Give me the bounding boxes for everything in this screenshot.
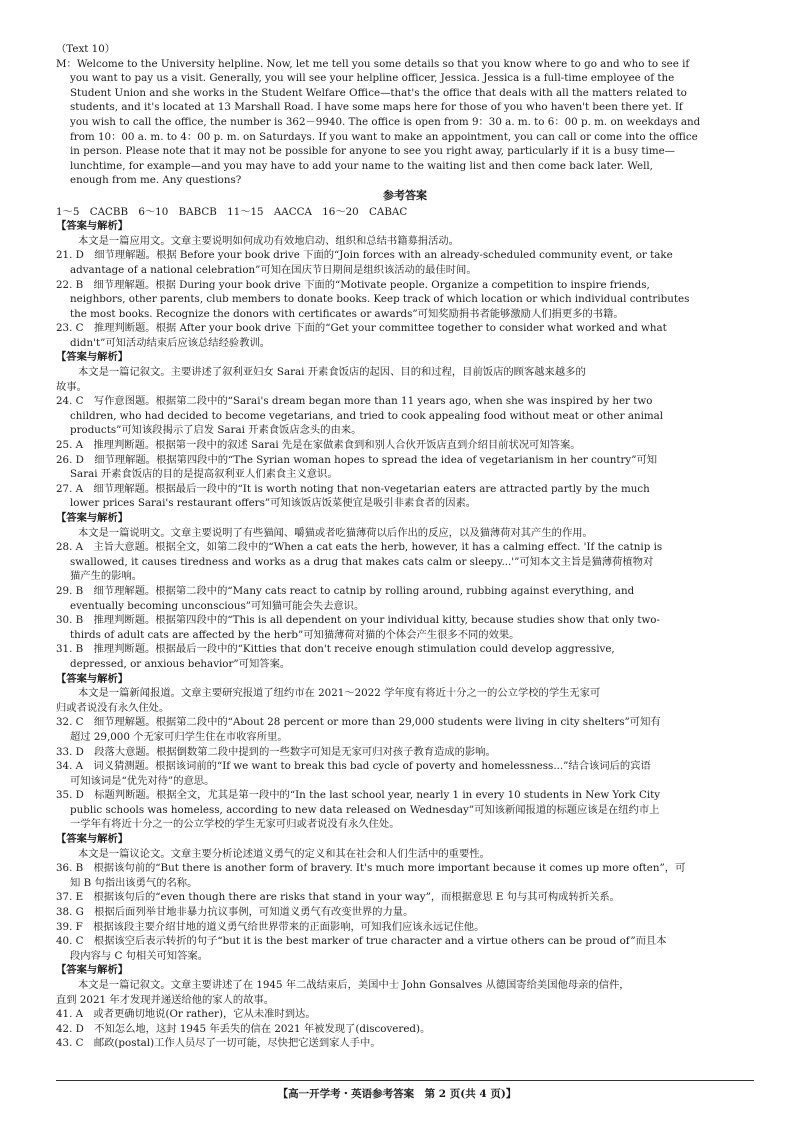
answer-item-line: 30. B 推理判断题。根据第四段中的“This is all dependent on your individual kitty, because studies show that only two- bbox=[56, 614, 660, 627]
section-heading: 【答案与解析】 bbox=[56, 512, 129, 524]
section-intro-line: 本文是一篇议论文。文章主要分析论述道义勇气的定义和其在社会和人们生活中的重要性。 bbox=[78, 847, 490, 860]
answer-item-line: 21. D 细节理解题。根据 Before your book drive 下面的“Join forces with an already-scheduled community event, or take bbox=[56, 249, 673, 262]
answer-item-line: 23. C 推理判断题。根据 After your book drive 下面的“Get your committee together to consider what worked and what bbox=[56, 322, 667, 335]
answer-item bbox=[56, 642, 754, 671]
document-body bbox=[56, 42, 754, 1051]
section-heading: 【答案与解析】 bbox=[56, 833, 129, 846]
answer-item-line: swallowed, it causes tiredness and works as a drug that makes cats calm or sleepy...'”可知本文主旨是猫薄荷植物对 bbox=[70, 555, 654, 568]
answer-item-line: 24. C 写作意图题。根据第二段中的“Sarai's dream began more than 11 years ago, when she was inspired by her two bbox=[56, 395, 653, 408]
answer-item-line: 31. B 推理判断题。根据最后一段中的“Kitties that don't receive enough stimulation could develop aggressive, bbox=[56, 643, 615, 656]
transcript-line: students, and it's located at 13 Marshall Road. I have some maps here for those of you who haven't been there yet. If bbox=[70, 101, 683, 114]
answer-item-line: 42. D 不知怎么地，这封 1945 年丢失的信在 2021 年被发现了(discovered)。 bbox=[56, 1022, 431, 1035]
transcript bbox=[56, 57, 754, 188]
transcript-line: M：Welcome to the University helpline. Now, let me tell you some details so that you know where to go and who to see if bbox=[56, 57, 690, 70]
answer-item bbox=[56, 482, 754, 511]
answer-item bbox=[56, 278, 754, 322]
transcript-line: lunchtime, for example—and you may have to add your name to the waiting list and then come back later. Well, bbox=[70, 159, 653, 172]
answer-item bbox=[56, 1036, 754, 1051]
answer-item-line: children, who had decided to become vegetarians, and tried to cook appealing food without meat or other animal bbox=[70, 409, 664, 422]
transcript-line: enough from me. Any questions? bbox=[70, 174, 242, 187]
answer-sections bbox=[56, 219, 754, 1051]
answer-section bbox=[56, 219, 754, 350]
answer-key: 1～5 CACBB 6～10 BABCB 11～15 AACCA 16～20 CABAC bbox=[56, 205, 408, 218]
section-intro-line: 本文是一篇说明文。文章主要说明了有些猫闻、嚼猫或者吃猫薄荷以后作出的反应，以及猫薄荷对其产生的作用。 bbox=[78, 526, 593, 539]
answer-item bbox=[56, 934, 754, 963]
text-label: （Text 10） bbox=[56, 43, 116, 55]
answer-item-line: 26. D 细节理解题。根据第四段中的“The Syrian woman hopes to spread the idea of vegetarianism in her country”可知 bbox=[56, 453, 658, 466]
answer-item-line: 36. B 根据该句前的“But there is another form of bravery. It's much more important because it comes up more often”，可 bbox=[56, 862, 686, 875]
answer-item-line: 超过 29,000 个无家可归学生住在市收容所里。 bbox=[70, 730, 288, 743]
answer-item-line: neighbors, other parents, club members to donate books. Keep track of which location or which individual contributes bbox=[70, 293, 690, 306]
answer-section bbox=[56, 350, 754, 511]
answer-item bbox=[56, 1007, 754, 1022]
answer-item bbox=[56, 613, 754, 642]
answer-item-line: eventually becoming unconscious”可知猫可能会失去意识。 bbox=[70, 599, 365, 612]
answer-item-line: 37. E 根据该句后的“even though there are risks that stand in your way”，而根据意思 E 句与其可构成转折关系。 bbox=[56, 891, 620, 904]
section-intro-line: 本文是一篇新闻报道。文章主要研究报道了纽约市在 2021～2022 学年度有将近十分之一的公立学校的学生无家可 bbox=[78, 687, 601, 700]
answer-item-line: 22. B 细节理解题。根据 During your book drive 下面的“Motivate people. Organize a competition to inspire friends, bbox=[56, 278, 650, 291]
transcript-line: in person. Please note that it may not be possible for anyone to see you right away, particularly if it is a busy time— bbox=[70, 145, 675, 158]
answer-item-line: public schools was homeless, according to new data released on Wednesday”可知该新闻报道的标题应该是在纽约市上 bbox=[70, 803, 660, 816]
answer-item bbox=[56, 759, 754, 788]
answer-item-line: 一学年有将近十分之一的公立学校的学生无家可归或者说没有永久住处。 bbox=[70, 818, 400, 831]
answer-item-line: 32. C 细节理解题。根据第二段中的“About 28 percent or more than 29,000 students were living in city shelters”可知有 bbox=[56, 716, 661, 729]
answer-item-line: 可知该词是“优先对待”的意思。 bbox=[70, 774, 215, 787]
answer-item bbox=[56, 1022, 754, 1037]
answer-section bbox=[56, 672, 754, 833]
answer-item-line: advantage of a national celebration”可知在国庆节日期间是组织该活动的最佳时间。 bbox=[70, 263, 477, 276]
answer-item bbox=[56, 905, 754, 920]
answer-item-line: 35. D 标题判断题。根据全文，尤其是第一段中的“In the last school year, nearly 1 in every 10 students in New York City bbox=[56, 789, 661, 802]
section-intro-line: 本文是一篇记叙文。文章主要讲述了在 1945 年二战结束后，美国中士 John Gonsalves 从德国寄给美国他母亲的信件， bbox=[78, 979, 630, 991]
answer-section bbox=[56, 963, 754, 1051]
answer-item bbox=[56, 745, 754, 760]
transcript-line: you wish to call the office, the number is 362－9940. The office is open from 9：30 a. m. to 6：00 p. m. on weekdays and bbox=[70, 115, 701, 128]
transcript-line: you want to pay us a visit. Generally, you will see your helpline officer, Jessica. Jessica is a full-time employee of the bbox=[70, 72, 675, 85]
answer-item bbox=[56, 540, 754, 584]
answer-item bbox=[56, 584, 754, 613]
answer-item-line: 段内容与 C 句相关可知答案。 bbox=[70, 949, 208, 962]
section-heading: 【答案与解析】 bbox=[56, 672, 129, 685]
answer-item bbox=[56, 715, 754, 744]
answer-item-line: 28. A 主旨大意题。根据全文，如第二段中的“When a cat eats the herb, however, it has a calming effect. 'If the catnip is bbox=[56, 541, 663, 554]
answer-item-line: the most books. Recognize the donors with certificates or awards”可知奖励捐书者能够激励人们捐更多的书籍。 bbox=[70, 307, 624, 320]
answer-item-line: 38. G 根据后面列举甘地非暴力抗议事例，可知道义勇气有改变世界的力量。 bbox=[56, 906, 414, 919]
answer-item-line: 33. D 段落大意题。根据倒数第二段中提到的一些数字可知是无家可归对孩子教育造成的影响。 bbox=[56, 745, 496, 758]
answer-item-line: thirds of adult cats are affected by the herb”可知猫薄荷对猫的个体会产生很多不同的效果。 bbox=[70, 628, 520, 641]
section-intro-line: 本文是一篇记叙文。主要讲述了叙利亚妇女 Sarai 开素食饭店的起因、目的和过程，目前饭店的顾客越来越多的 bbox=[78, 366, 586, 379]
answer-item bbox=[56, 788, 754, 832]
page-footer: 【高一开学考・英语参考答案 第 2 页(共 4 页)】 bbox=[277, 1088, 517, 1100]
section-heading: 【答案与解析】 bbox=[56, 220, 129, 233]
section-heading: 【答案与解析】 bbox=[56, 964, 129, 977]
answer-item bbox=[56, 321, 754, 350]
answer-item-line: 知 B 句指出该勇气的名称。 bbox=[70, 876, 198, 889]
answer-item-line: 27. A 细节理解题。根据最后一段中的“It is worth noting that non-vegetarian eaters are attracted partly by the much bbox=[56, 482, 650, 495]
answer-section bbox=[56, 832, 754, 963]
answer-item bbox=[56, 861, 754, 890]
answer-item-line: products”可知该段揭示了启发 Sarai 开素食饭店念头的由来。 bbox=[70, 424, 362, 437]
transcript-line: from 10：00 a. m. to 4：00 p. m. on Saturdays. If you want to make an appointment, you can call or come into the office bbox=[70, 130, 698, 143]
answer-item-line: Sarai 开素食饭店的目的是提高叙利亚人们素食主义意识。 bbox=[70, 468, 338, 481]
section-intro-line: 归或者说没有永久住处。 bbox=[56, 701, 170, 714]
answer-item-line: 39. F 根据该段主要介绍甘地的道义勇气给世界带来的正面影响，可知我们应该永远记住他。 bbox=[56, 920, 485, 933]
footer-divider bbox=[56, 1080, 754, 1081]
answer-item-line: depressed, or anxious behavior”可知答案。 bbox=[70, 657, 291, 670]
section-heading: 【答案与解析】 bbox=[56, 351, 129, 364]
answer-item-line: 29. B 细节理解题。根据第二段中的“Many cats react to catnip by rolling around, rubbing against everything, and bbox=[56, 584, 635, 597]
answer-item-line: 43. C 邮政(postal)工作人员尽了一切可能，尽快把它送到家人手中。 bbox=[56, 1037, 381, 1050]
answers-title: 参考答案 bbox=[383, 188, 427, 202]
answer-item-line: 25. A 推理判断题。根据第一段中的叙述 Sarai 先是在家做素食到和别人合伙开饭店直到介绍目前状况可知答案。 bbox=[56, 439, 581, 452]
answer-item bbox=[56, 438, 754, 453]
answer-section bbox=[56, 511, 754, 672]
answer-item-line: didn't”可知活动结束后应该总结经验教训。 bbox=[70, 336, 271, 349]
section-intro-line: 直到 2021 年才发现并递送给他的家人的故事。 bbox=[56, 993, 275, 1006]
section-intro-line: 故事。 bbox=[56, 380, 87, 393]
answer-item-line: 34. A 词义猜测题。根据该词前的“If we want to break this bad cycle of poverty and homelessness...”结合该词后的宾语 bbox=[56, 760, 651, 773]
answer-item bbox=[56, 890, 754, 905]
answer-item bbox=[56, 248, 754, 277]
answer-item bbox=[56, 453, 754, 482]
answer-item-line: 40. C 根据该空后表示转折的句子“but it is the best marker of true character and a virtue others can be proud of”而且本 bbox=[56, 935, 667, 948]
answer-item bbox=[56, 394, 754, 438]
transcript-line: Student Union and she works in the Student Welfare Office—that's the office that deals with all the matters related to bbox=[70, 86, 687, 99]
answer-item-line: 41. A 或者更确切地说(Or rather)，它从未准时到达。 bbox=[56, 1008, 316, 1021]
answer-item bbox=[56, 920, 754, 935]
answer-item-line: lower prices Sarai's restaurant offers”可知该饭店饭菜便宜是吸引非素食者的因素。 bbox=[70, 497, 477, 510]
answer-item-line: 猫产生的影响。 bbox=[70, 570, 143, 583]
section-intro-line: 本文是一篇应用文。文章主要说明如何成功有效地启动、组织和总结书籍募捐活动。 bbox=[78, 234, 459, 247]
